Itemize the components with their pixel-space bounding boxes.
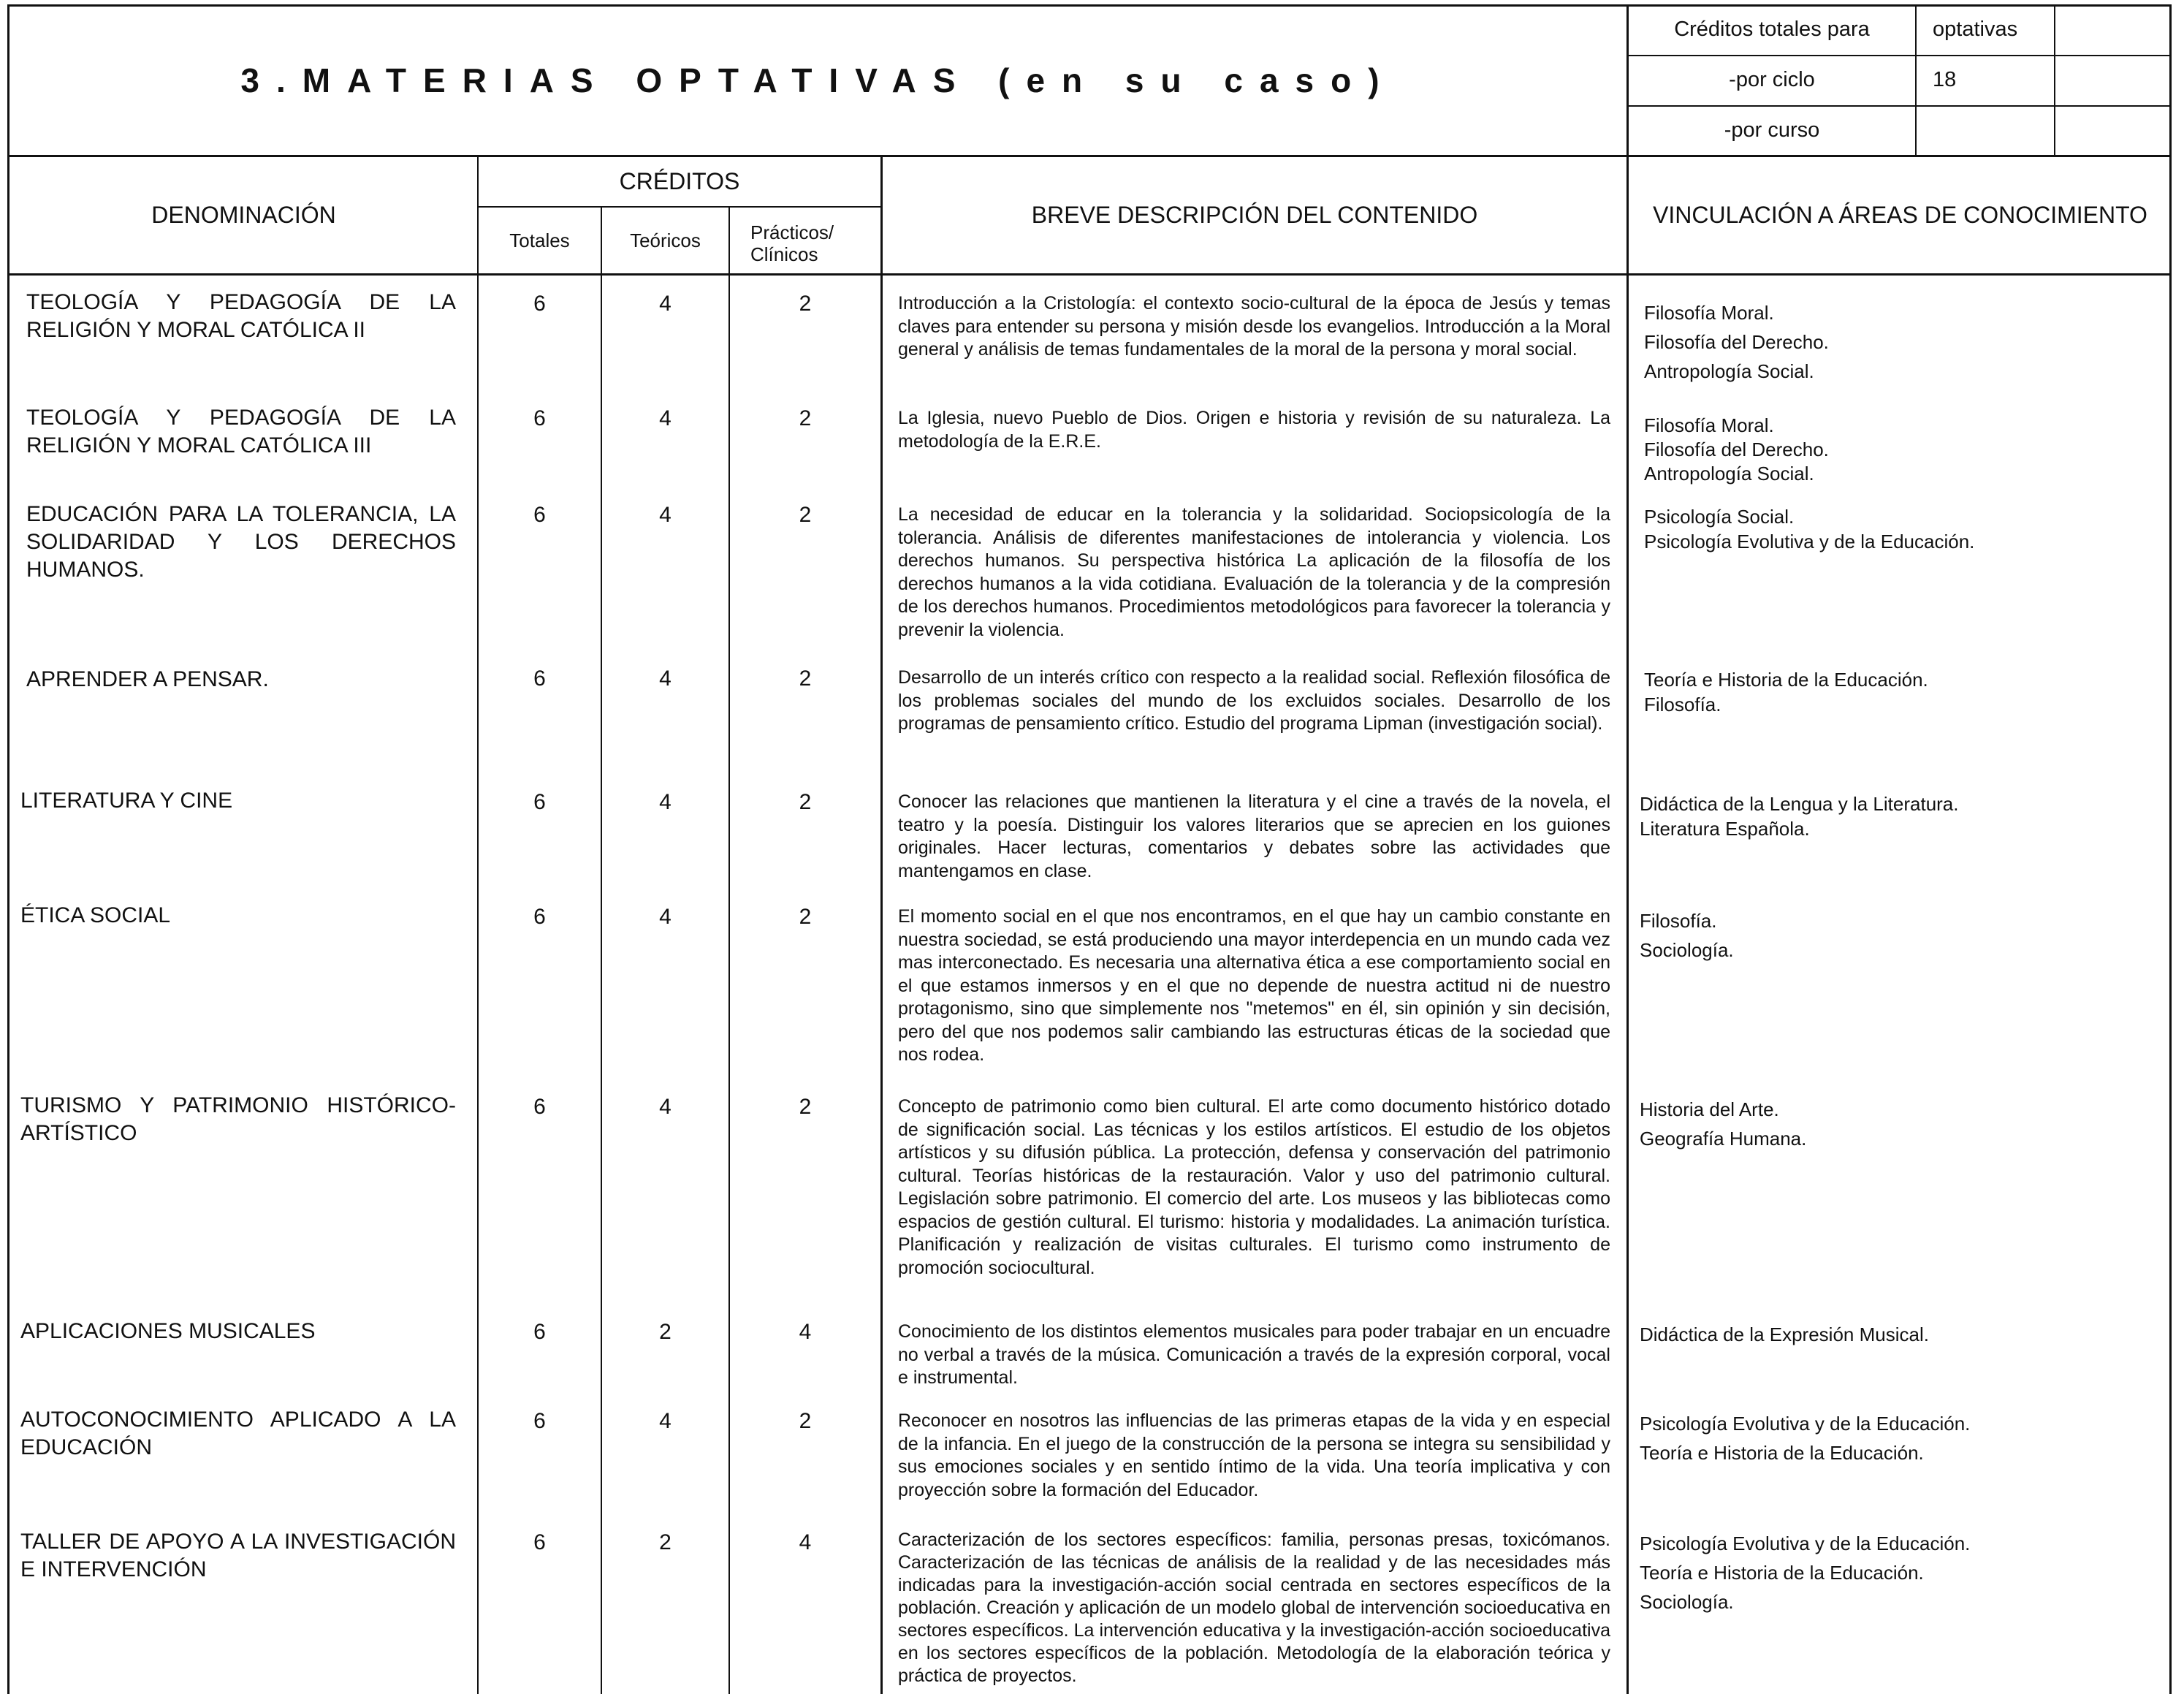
row-1-name: TEOLOGÍA Y PEDAGOGÍA DE LA RELIGIÓN Y MORAL CATÓLICA II [26, 290, 456, 342]
row-5-name: LITERATURA Y CINE [20, 789, 233, 813]
row-2-name: TEOLOGÍA Y PEDAGOGÍA DE LA RELIGIÓN Y MORAL CATÓLICA III [26, 406, 456, 457]
row-8-area-1: Didáctica de la Expresión Musical. [1640, 1323, 1929, 1345]
row-10-area-3: Sociología. [1640, 1591, 1734, 1613]
row-9-areas [1640, 1409, 2151, 1467]
row-2-areas [1644, 414, 2156, 486]
row-5-area-2: Literatura Española. [1640, 818, 1810, 840]
row-8-practicos: 4 [799, 1320, 812, 1344]
row-4-teoricos: 4 [659, 666, 671, 691]
per-course-value [1915, 105, 2054, 156]
header-teoricos: Teóricos [630, 229, 701, 251]
row-4-area-2: Filosofía. [1644, 694, 1721, 715]
row-5-practicos: 2 [799, 790, 812, 814]
row-1-teoricos: 4 [659, 292, 671, 316]
credits-summary-empty [2054, 4, 2172, 55]
row-10-teoricos: 2 [659, 1530, 671, 1554]
row-7-practicos: 2 [799, 1095, 812, 1119]
per-cycle-empty [2054, 55, 2172, 105]
row-8-description: Conocimiento de los distintos elementos musicales para poder trabajar en un encuadre no verbal a través de la música. Comunicación a través de la expresión corporal, vocal e instrumental. [898, 1321, 1610, 1388]
header-totales: Totales [509, 229, 570, 251]
row-2-area-2: Filosofía del Derecho. [1644, 438, 1829, 460]
row-9-teoricos: 4 [659, 1409, 671, 1433]
header-practicos: Prácticos/ Clínicos [750, 221, 834, 265]
row-10-area-1: Psicología Evolutiva y de la Educación. [1640, 1532, 1971, 1554]
row-6-practicos: 2 [799, 905, 812, 929]
row-10-practicos: 4 [799, 1530, 812, 1554]
row-3-practicos: 2 [799, 503, 812, 527]
row-1-area-1: Filosofía Moral. [1644, 302, 1774, 324]
row-1-areas [1644, 298, 2156, 386]
page-title: 3.MATERIAS OPTATIVAS (en su caso) [240, 61, 1396, 99]
credits-summary-value: optativas [1915, 4, 2054, 55]
credits-per-course-row [1629, 105, 2172, 156]
row-1-totales: 6 [533, 292, 546, 316]
row-8-totales: 6 [533, 1320, 546, 1344]
row-3-areas [1644, 504, 2156, 554]
optional-credits-summary [1626, 4, 2172, 155]
header-descripcion: BREVE DESCRIPCIÓN DEL CONTENIDO [1031, 202, 1478, 228]
row-3-name: EDUCACIÓN PARA LA TOLERANCIA, LA SOLIDARIDAD Y LOS DERECHOS HUMANOS. [26, 502, 456, 582]
row-4-name: APRENDER A PENSAR. [26, 667, 269, 691]
row-8-teoricos: 2 [659, 1320, 671, 1344]
row-4-area-1: Teoría e Historia de la Educación. [1644, 669, 1928, 691]
row-1-area-2: Filosofía del Derecho. [1644, 331, 1829, 353]
header-vinculacion: VINCULACIÓN A ÁREAS DE CONOCIMIENTO [1653, 202, 2147, 228]
row-5-areas [1640, 791, 2151, 841]
row-6-area-2: Sociología. [1640, 939, 1734, 961]
per-cycle-value: 18 [1915, 55, 2054, 105]
row-2-totales: 6 [533, 406, 546, 430]
row-7-area-1: Historia del Arte. [1640, 1098, 1779, 1120]
row-6-description: El momento social en el que nos encontramos, en el que hay un cambio constante en nuestra sociedad, se está produciendo una mayor interdepencia en un mundo cada vez mas interconectado. Es necesaria una alternativa ética a ese comportamiento social en el que estamos inmersos y en el que no depende de nuestra actitud ni de nuestro protagonismo, sino que simplemente nos "metemos" en él, sin opinión y sin decisión, pero del que nos podemos salir cambiando las estructuras éticas de la sociedad que nos rodea. [898, 906, 1610, 1065]
row-2-area-1: Filosofía Moral. [1644, 414, 1774, 436]
row-9-area-1: Psicología Evolutiva y de la Educación. [1640, 1413, 1971, 1435]
column-divider-descripcion [880, 156, 883, 1694]
row-8-name: APLICACIONES MUSICALES [20, 1319, 316, 1343]
row-6-areas [1640, 906, 2151, 965]
row-6-teoricos: 4 [659, 905, 671, 929]
row-6-area-1: Filosofía. [1640, 910, 1717, 932]
row-1-practicos: 2 [799, 292, 812, 316]
row-6-name: ÉTICA SOCIAL [20, 903, 171, 927]
credits-summary-header-row [1629, 4, 2172, 56]
row-2-teoricos: 4 [659, 406, 671, 430]
row-3-teoricos: 4 [659, 503, 671, 527]
row-10-name: TALLER DE APOYO A LA INVESTIGACIÓN E INTERVENCIÓN [20, 1530, 456, 1581]
row-7-description: Concepto de patrimonio como bien cultural. El arte como documento histórico dotado de significación social. Las técnicas y los estilos artísticos. El estudio de los objetos artísticos y su difusión pública. La protección, defensa y conservación del patrimonio cultural. Teorías históricas de la restauración. Valor y uso del patrimonio cultural. Legislación sobre patrimonio. El comercio del arte. Los museos y las bibliotecas como espacios de gestión cultural. El turismo: historia y modalidades. La animación turística. Planificación y realización de visitas culturales. El turismo como instrumento de promoción sociocultural. [898, 1096, 1610, 1278]
row-3-description: La necesidad de educar en la tolerancia y la solidaridad. Sociopsicología de la tolerancia. Análisis de diferentes manifestaciones de intolerancia y violencia. Los derechos humanos. Su perspectiva histórica La aplicación de la filosofía de los derechos humanos a la vida cotidiana. Evaluación de la tolerancia y de la compresión de los derechos humanos. Procedimientos metodológicos para favorecer la tolerancia y prevenir la violencia. [898, 504, 1610, 640]
per-cycle-label: -por ciclo [1729, 68, 1815, 91]
row-9-practicos: 2 [799, 1409, 812, 1433]
row-3-area-2: Psicología Evolutiva y de la Educación. [1644, 531, 1975, 552]
row-5-totales: 6 [533, 790, 546, 814]
row-10-totales: 6 [533, 1530, 546, 1554]
row-9-name: AUTOCONOCIMIENTO APLICADO A LA EDUCACIÓN [20, 1408, 456, 1459]
row-6-totales: 6 [533, 905, 546, 929]
row-7-totales: 6 [533, 1095, 546, 1119]
row-4-totales: 6 [533, 666, 546, 691]
row-1-area-3: Antropología Social. [1644, 360, 1814, 382]
row-3-totales: 6 [533, 503, 546, 527]
row-3-area-1: Psicología Social. [1644, 506, 1795, 528]
per-course-label: -por curso [1724, 118, 1820, 142]
row-2-practicos: 2 [799, 406, 812, 430]
per-course-empty [2054, 105, 2172, 156]
row-7-areas [1640, 1095, 2151, 1153]
row-5-teoricos: 4 [659, 790, 671, 814]
row-10-area-2: Teoría e Historia de la Educación. [1640, 1562, 1924, 1584]
row-4-practicos: 2 [799, 666, 812, 691]
credits-per-cycle-row [1629, 55, 2172, 107]
row-7-teoricos: 4 [659, 1095, 671, 1119]
row-7-area-2: Geografía Humana. [1640, 1128, 1807, 1150]
header-divider [7, 273, 2172, 276]
row-9-area-2: Teoría e Historia de la Educación. [1640, 1442, 1924, 1464]
row-5-area-1: Didáctica de la Lengua y la Literatura. [1640, 793, 1959, 815]
header-creditos: CRÉDITOS [619, 168, 740, 194]
row-2-area-3: Antropología Social. [1644, 463, 1814, 485]
credits-summary-label: Créditos totales para [1674, 18, 1870, 41]
row-7-name: TURISMO Y PATRIMONIO HISTÓRICO-ARTÍSTICO [20, 1093, 456, 1145]
row-2-description: La Iglesia, nuevo Pueblo de Dios. Origen e historia y revisión de su naturaleza. La metodología de la E.R.E. [898, 408, 1610, 452]
row-10-areas [1640, 1529, 2151, 1617]
row-8-areas [1640, 1320, 2151, 1349]
row-10-description: Caracterización de los sectores específicos: familia, personas presas, toxicómanos. Caracterización de las técnicas de análisis de la realidad y de las necesidades más indicadas para la investigación-acción social centrada en sectores específicos de la población. Creación y aplicación de un modelo global de intervención socioeducativa en sectores específicos. La intervención educativa y la investigación-acción socioeducativa en los sectores específicos de la población. Metodología de la elaboración teórica y práctica de proyectos. [898, 1530, 1610, 1686]
row-1-description: Introducción a la Cristología: el contexto socio-cultural de la época de Jesús y temas claves para entender su persona y misión desde los evangelios. Introducción a la Moral general y análisis de temas fundamentales de la moral de la persona y moral social. [898, 293, 1610, 360]
row-9-totales: 6 [533, 1409, 546, 1433]
row-9-description: Reconocer en nosotros las influencias de las primeras etapas de la vida y en especial de la infancia. En el juego de la construcción de la persona se integra su sensibilidad y sus emociones sociales y en sentido íntimo de la vida. Una teoría implicativa y con proyección sobre la formación del Educador. [898, 1410, 1610, 1500]
column-divider-vinculacion [1626, 156, 1629, 1694]
row-4-areas [1644, 667, 2156, 717]
header-denominacion: DENOMINACIÓN [151, 202, 336, 228]
row-5-description: Conocer las relaciones que mantienen la literatura y el cine a través de la novela, el teatro y la poesía. Distinguir los valores literarios que se aprecien en los guiones originales. Hacer lecturas, comentarios y debates sobre las actividades que mantengamos en clase. [898, 791, 1610, 881]
row-4-description: Desarrollo de un interés crítico con respecto a la realidad social. Reflexión filosófica de los problemas sociales del mundo de los excluidos sociales. Desarrollo de los programas de pensamiento crítico. Estudio del programa Lipman (investigación social). [898, 667, 1610, 734]
